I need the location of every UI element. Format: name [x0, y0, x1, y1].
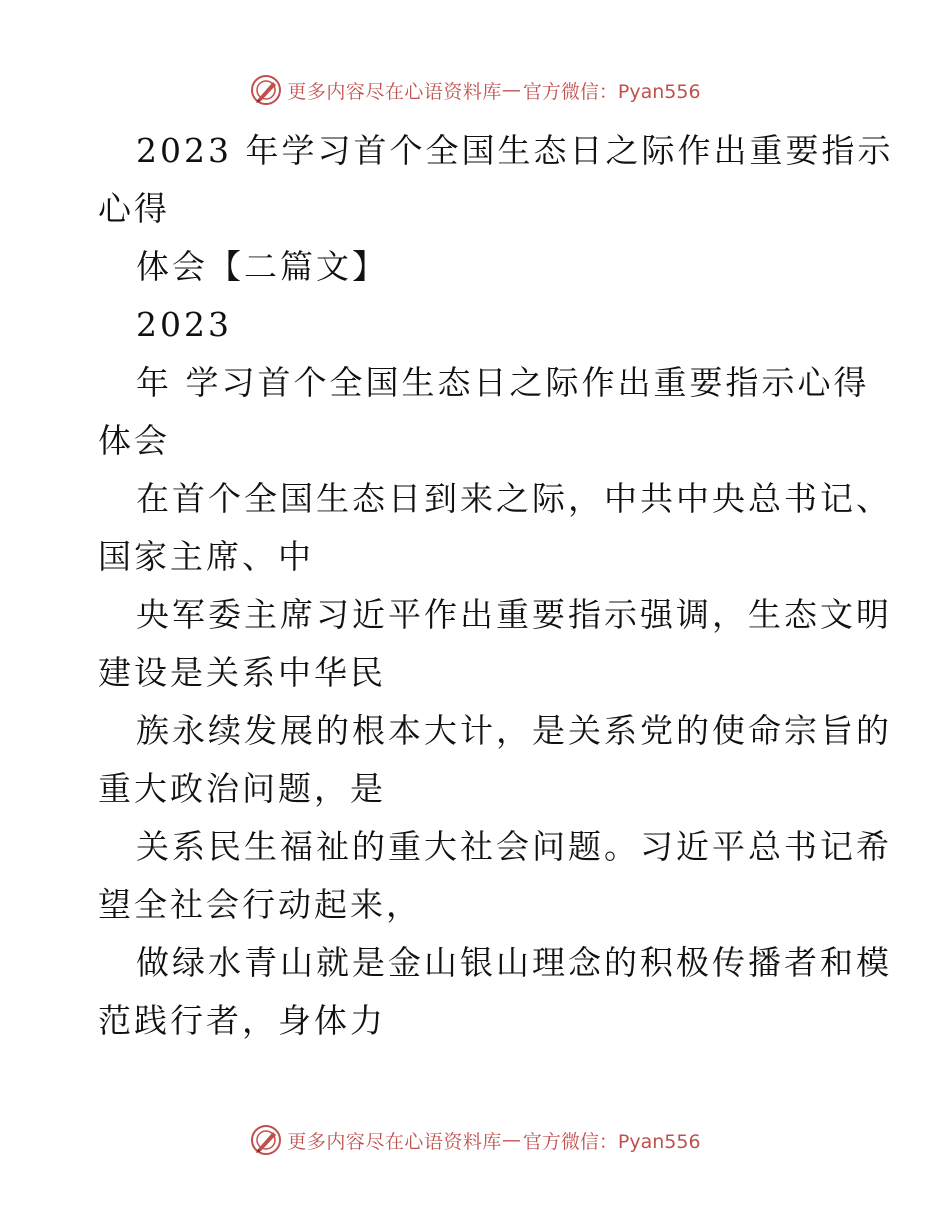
paragraph-line: 在首个全国生态日到来之际，中共中央总书记、: [136, 479, 892, 518]
banner-text: 更多内容尽在心语资料库: [287, 1130, 502, 1153]
footer-banner: [0, 1120, 950, 1160]
paragraph-line: 建设是关系中华民: [98, 653, 386, 692]
pen-logo-icon: [249, 73, 283, 107]
paragraph-line: 望全社会行动起来，: [98, 885, 422, 924]
paragraph-line: 范践行者，身体力: [98, 1001, 386, 1040]
title-line-3: 体会【二篇文】: [136, 247, 388, 286]
document-body: [98, 122, 894, 1050]
paragraph-line: 央军委主席习近平作出重要指示强调，生态文明: [136, 595, 892, 634]
banner-dash: —: [501, 1129, 521, 1151]
subtitle-line-1: 年 学习首个全国生态日之际作出重要指示心得: [136, 363, 870, 402]
year-line: 2023: [136, 305, 232, 344]
header-banner: [0, 70, 950, 110]
title-line-1: 2023 年学习首个全国生态日之际作出重要指示: [136, 131, 894, 170]
banner-wechat: 官方微信：Pyan556: [522, 80, 701, 103]
paragraph-line: 国家主席、中: [98, 537, 314, 576]
paragraph-line: 重大政治问题，是: [98, 769, 386, 808]
title-line-2: 心得: [98, 189, 170, 228]
banner-wechat: 官方微信：Pyan556: [522, 1130, 701, 1153]
paragraph-line: 族永续发展的根本大计，是关系党的使命宗旨的: [136, 711, 892, 750]
subtitle-line-2: 体会: [98, 421, 170, 460]
pen-logo-icon: [249, 1123, 283, 1157]
paragraph-line: 关系民生福祉的重大社会问题。习近平总书记希: [136, 827, 892, 866]
banner-dash: —: [501, 79, 521, 101]
banner-text: 更多内容尽在心语资料库: [287, 80, 502, 103]
paragraph-line: 做绿水青山就是金山银山理念的积极传播者和模: [136, 943, 892, 982]
